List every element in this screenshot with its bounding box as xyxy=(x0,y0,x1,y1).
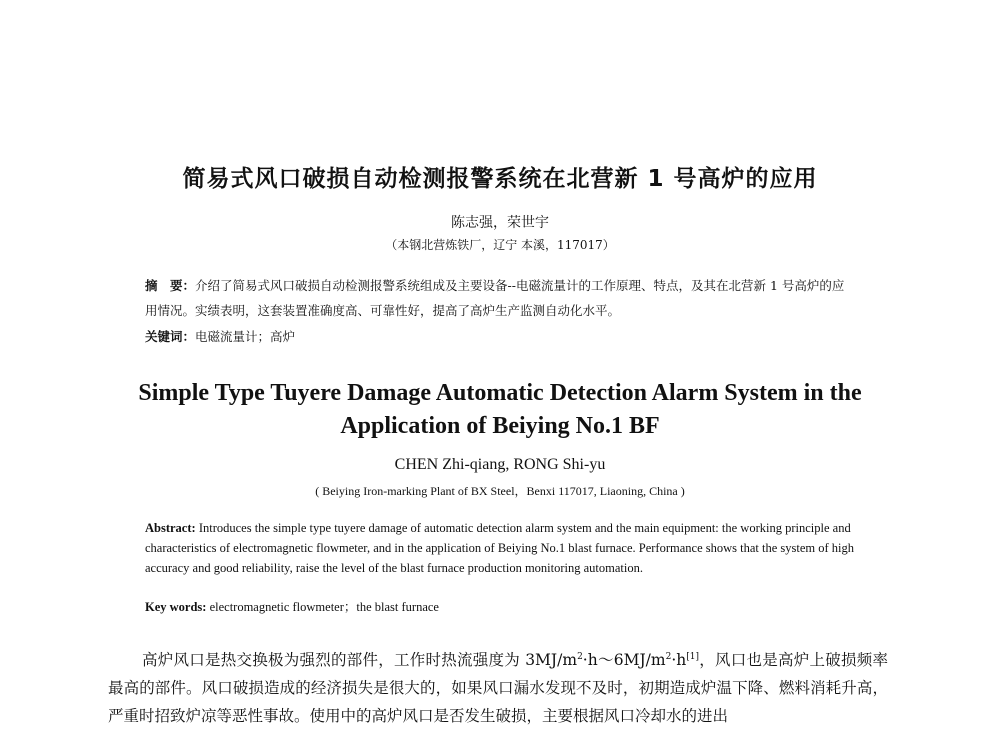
english-affiliation: ( Beiying Iron-marking Plant of BX Steel，Benxi 117017, Liaoning, China ) xyxy=(315,484,685,498)
body-text-part1: 高炉风口是热交换极为强烈的部件，工作时热流强度为 3MJ/m xyxy=(142,651,578,670)
english-authors: CHEN Zhi-qiang, RONG Shi-yu xyxy=(394,456,606,473)
english-title: Simple Type Tuyere Damage Automatic Detection Alarm System in the Application of Beiying No.1 BF xyxy=(138,380,862,439)
superscript-2: 2 xyxy=(665,652,672,662)
chinese-keywords-text: 电磁流量计；高炉 xyxy=(195,329,296,344)
chinese-authors: 陈志强，荣世宇 xyxy=(451,215,549,231)
body-text-part4: ，风口也是高炉上破损频率最高的部件。风口破损造成的经济损失是很大的，如果风口漏水发现不及时，初期造成炉温下降、燃料消耗升高，严重时招致炉凉等恶性事故。使用中的高炉风口是否发生破损，主要根据风口冷却水的进出 xyxy=(108,651,888,726)
chinese-abstract xyxy=(145,273,850,323)
chinese-title: 简易式风口破损自动检测报警系统在北营新 1 号高炉的应用 xyxy=(182,166,818,192)
chinese-keywords xyxy=(145,327,850,345)
body-paragraph xyxy=(108,643,888,730)
english-abstract xyxy=(145,518,855,578)
chinese-affiliation: （本钢北营炼铁厂，辽宁 本溪，117017） xyxy=(385,238,615,252)
chinese-abstract-label: 摘 要： xyxy=(145,278,196,293)
english-abstract-label: Abstract: xyxy=(145,521,196,535)
chinese-keywords-label: 关键词： xyxy=(145,329,196,344)
body-text-part3: ·h xyxy=(671,651,687,670)
english-keywords-label: Key words: xyxy=(145,600,207,614)
english-keywords xyxy=(145,597,855,615)
citation-ref: [1] xyxy=(686,652,699,662)
chinese-abstract-text: 介绍了简易式风口破损自动检测报警系统组成及主要设备--电磁流量计的工作原理、特点，及其在北营新 1 号高炉的应用情况。实绩表明，这套装置准确度高、可靠性好，提高了高炉生产监测自动化水平。 xyxy=(145,278,845,318)
superscript-1: 2 xyxy=(577,652,583,662)
english-abstract-text: Introduces the simple type tuyere damage of automatic detection alarm system and the main equipment: the working principle and characteristics of electromagnetic flowmeter, and in the application of Beiying No.1 blast furnace. Performance shows that the system of high accuracy and good reliability, raise the level of the blast furnace production monitoring automation. xyxy=(145,521,854,575)
english-keywords-text: electromagnetic flowmeter；the blast furnace xyxy=(209,600,439,614)
body-text-part2: ·h～6MJ/m xyxy=(582,651,666,670)
